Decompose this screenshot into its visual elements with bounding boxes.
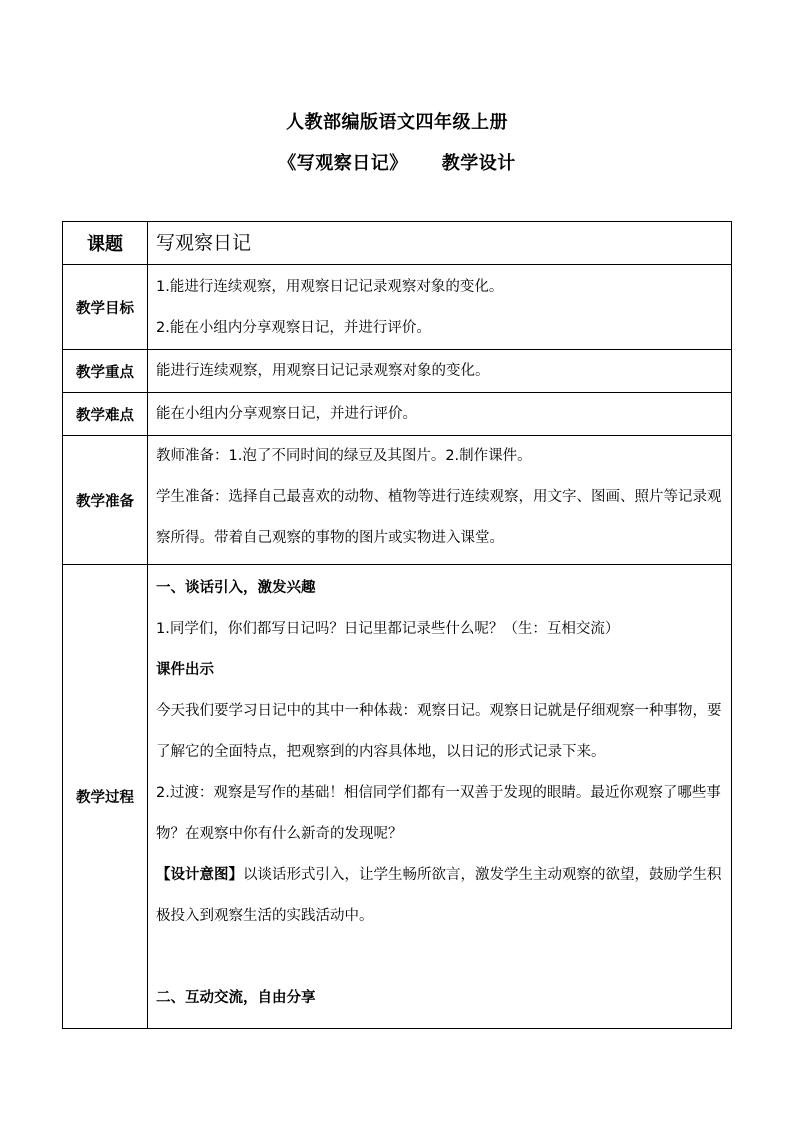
row-process — [63, 565, 732, 1029]
difficulties-value: 能在小组内分享观察日记，并进行评价。 — [148, 393, 732, 436]
document-subtitle — [0, 149, 794, 175]
preparation-label: 教学准备 — [63, 436, 148, 565]
courseware-heading: 课件出示 — [156, 662, 214, 678]
row-topic — [63, 222, 732, 265]
key-points-value: 能进行连续观察，用观察日记记录观察对象的变化。 — [148, 350, 732, 393]
process-question-1: 1.同学们，你们都写日记吗？日记里都记录些什么呢？（生：互相交流） — [156, 621, 620, 637]
design-intent — [156, 855, 725, 937]
preparation-content — [148, 436, 732, 565]
process-content — [148, 565, 732, 1029]
row-difficulties — [63, 393, 732, 436]
row-key-points — [63, 350, 732, 393]
topic-value: 写观察日记 — [148, 222, 732, 265]
lesson-plan-table — [62, 221, 732, 1029]
goal-item: 1.能进行连续观察，用观察日记记录观察对象的变化。 — [156, 279, 504, 295]
key-points-label: 教学重点 — [63, 350, 148, 393]
goals-label: 教学目标 — [63, 265, 148, 350]
section-heading-1: 一、谈话引入，激发兴趣 — [156, 580, 316, 596]
design-intent-label: 【设计意图】 — [156, 867, 243, 883]
topic-label: 课题 — [63, 222, 148, 265]
transition-text: 2.过渡：观察是写作的基础！相信同学们都有一双善于发现的眼睛。最近你观察了哪些事物？在观察中你有什么新奇的发现呢？ — [156, 785, 721, 842]
teacher-preparation: 教师准备：1.泡了不同时间的绿豆及其图片。2.制作课件。 — [156, 448, 532, 464]
goal-item: 2.能在小组内分享观察日记，并进行评价。 — [156, 320, 431, 336]
row-goals — [63, 265, 732, 350]
design-intent-text: 以谈话形式引入，让学生畅所欲言，激发学生主动观察的欲望，鼓励学生积极投入到观察生活的实践活动中。 — [156, 867, 722, 924]
difficulties-label: 教学难点 — [63, 393, 148, 436]
section-heading-2: 二、互动交流，自由分享 — [156, 990, 316, 1006]
document-title: 人教部编版语文四年级上册 — [286, 112, 508, 133]
courseware-text: 今天我们要学习日记中的其中一种体裁：观察日记。观察日记就是仔细观察一种事物，要了解它的全面特点，把观察到的内容具体地，以日记的形式记录下来。 — [156, 703, 722, 760]
lesson-name: 《写观察日记》 — [278, 153, 408, 174]
design-label: 教学设计 — [441, 153, 516, 174]
row-preparation — [63, 436, 732, 565]
goals-content — [148, 265, 732, 350]
process-label: 教学过程 — [63, 565, 148, 1029]
student-preparation: 学生准备：选择自己最喜欢的动物、植物等进行连续观察，用文字、图画、照片等记录观察所得。带着自己观察的事物的图片或实物进入课堂。 — [156, 489, 722, 546]
